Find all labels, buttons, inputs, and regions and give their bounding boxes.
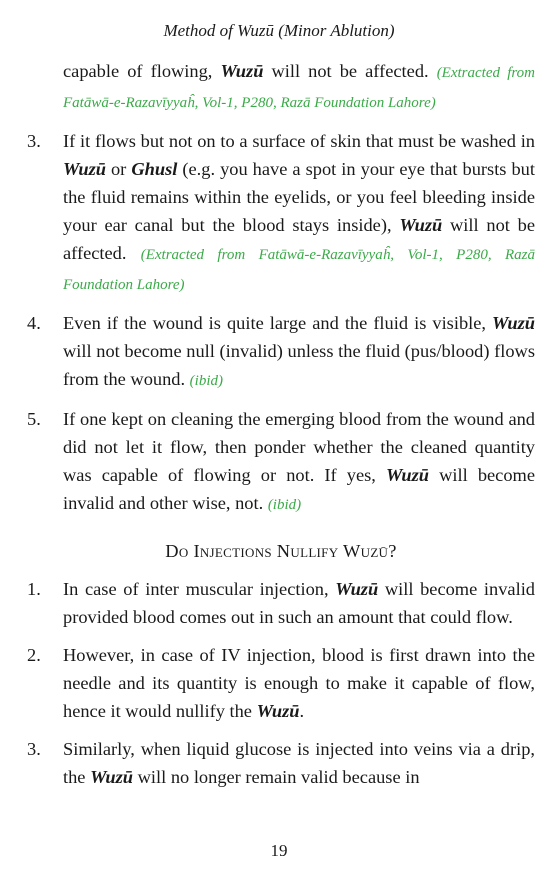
item-number: 3. [27, 131, 41, 151]
text: will not become null (invalid) unless the fluid (pus/blood) flows from the wound. [63, 341, 535, 389]
text: will no longer remain valid because in [133, 767, 420, 787]
text: will become invalid and other wise, not. [63, 465, 535, 513]
term-wuzu: Wuzū [399, 215, 443, 235]
section-heading: Do Injections Nullify Wuzū? [165, 541, 397, 561]
item-number: 1. [27, 579, 41, 599]
text: If it flows but not on to a surface of skin that must be washed in [63, 131, 535, 151]
text: will become invalid provided blood comes out in such an amount that could flow. [63, 579, 535, 627]
text: capable of flowing, [63, 61, 221, 81]
list-item-4 [27, 309, 535, 395]
reference-citation: (ibid) [267, 497, 302, 513]
text: However, in case of IV injection, blood is first drawn into the needle and its quantity is enough to make it capable of flow, hence it would nullify the [63, 645, 535, 721]
text: or [105, 159, 132, 179]
term-wuzu: Wuzū [256, 701, 300, 721]
term-wuzu: Wuzū [492, 313, 535, 333]
text: . [299, 701, 305, 721]
item-number: 5. [27, 409, 41, 429]
reference-citation: (Extracted from Fatāwā-e-Razavīyyaĥ, Vol-1, P280, Razā Foundation Lahore) [63, 65, 535, 111]
list-item-5 [27, 405, 535, 519]
list-item-1 [27, 575, 535, 631]
item-number: 2. [27, 645, 41, 665]
text: Similarly, when liquid glucose is injected into veins via a drip, the [63, 739, 535, 787]
list-item-3b [27, 735, 535, 791]
list-item-2 [27, 641, 535, 725]
page-number: 19 [270, 841, 288, 860]
text: (e.g. you have a spot in your eye that bursts but the fluid remains within the eyelids, or you feel bleeding inside your ear canal but the blood stays inside), [63, 159, 535, 235]
item-number: 4. [27, 313, 41, 333]
term-wuzu: Wuzū [220, 61, 264, 81]
text: If one kept on cleaning the emerging blood from the wound and did not let it flow, then ponder whether the cleaned quantity was capable of flowing or not. If yes, [63, 409, 535, 485]
term-wuzu: Wuzū [335, 579, 379, 599]
text: In case of inter muscular injection, [63, 579, 336, 599]
reference-citation: (Extracted from Fatāwā-e-Razavīyyaĥ, Vol-1, P280, Razā Foundation Lahore) [63, 247, 535, 293]
term-ghusl: Ghusl [131, 159, 178, 179]
term-wuzu: Wuzū [386, 465, 429, 485]
list-item-3 [27, 127, 535, 299]
text: Even if the wound is quite large and the fluid is visible, [63, 313, 493, 333]
text: will not be affected. [63, 215, 536, 263]
term-wuzu: Wuzū [90, 767, 134, 787]
term-wuzu: Wuzū [63, 159, 106, 179]
reference-citation: (ibid) [189, 373, 223, 389]
continued-paragraph [27, 57, 535, 117]
page-body [27, 57, 535, 791]
text: will not be affected. [263, 61, 437, 81]
item-number: 3. [27, 739, 41, 759]
running-header: Method of Wuzū (Minor Ablution) [163, 21, 395, 40]
